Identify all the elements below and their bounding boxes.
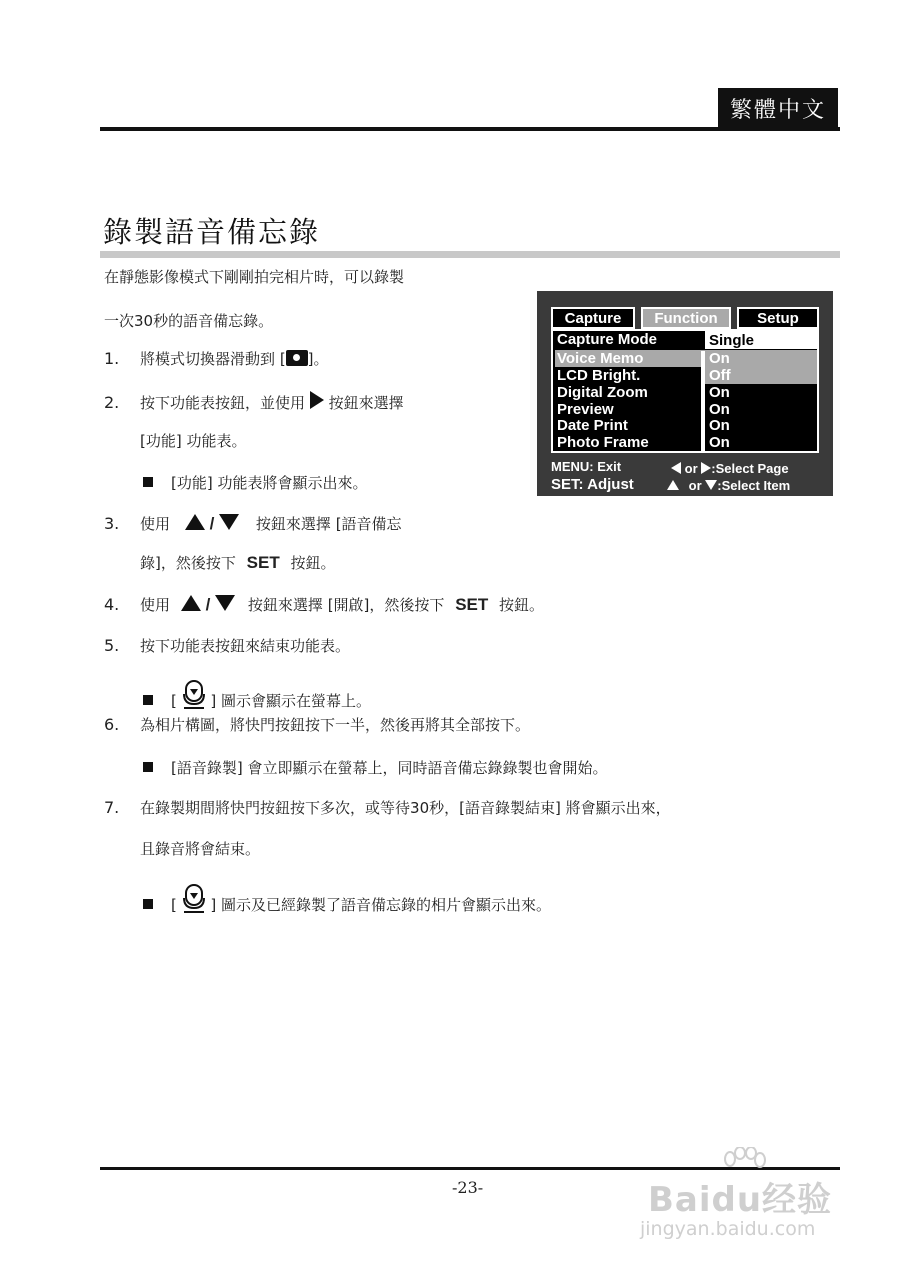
left-arrow-icon	[671, 462, 681, 474]
footer-select-page	[671, 461, 789, 476]
menu-item-photo-frame: Photo Frame	[557, 434, 649, 451]
select-item-label: :Select Item	[717, 478, 791, 493]
menu-item-digital-zoom: Digital Zoom	[557, 384, 648, 401]
bullet-text: ] 圖示會顯示在螢幕上。	[210, 692, 372, 710]
down-arrow-icon	[219, 514, 239, 530]
bullet-icon	[143, 762, 153, 772]
menu-value-on: On	[709, 401, 730, 418]
bullet-text: [語音錄製] 會立即顯示在螢幕上，同時語音備忘錄錄製也會開始。	[171, 759, 608, 777]
up-arrow-icon	[181, 595, 201, 611]
slash: /	[209, 514, 215, 533]
bullet-icon	[143, 695, 153, 705]
bullet-text: ] 圖示及已經錄製了語音備忘錄的相片會顯示出來。	[210, 896, 552, 914]
footer-menu-exit: MENU: Exit	[551, 459, 622, 474]
step-text: ]。	[307, 350, 329, 368]
step-number: 5.	[104, 636, 120, 655]
menu-value-on: On	[709, 434, 730, 451]
tab-function: Function	[641, 307, 731, 329]
bullet-memo-photo-shown	[143, 884, 551, 916]
step-3	[104, 513, 402, 535]
bracket: [	[171, 896, 177, 914]
step-number: 6.	[104, 715, 120, 734]
bullet-memo-icon-shown	[143, 680, 371, 712]
step-text: 按下功能表按鈕來結束功能表。	[140, 637, 351, 655]
menu-tabs	[551, 307, 819, 329]
step-1	[104, 348, 329, 370]
step-number: 2.	[104, 393, 120, 412]
right-arrow-icon	[310, 391, 324, 409]
step-6	[104, 714, 530, 736]
bullet-text: [功能] 功能表將會顯示出來。	[171, 474, 368, 492]
watermark-url: jingyan.baidu.com	[640, 1218, 816, 1240]
or-label: or	[688, 478, 702, 493]
watermark-brand: Baidu经验	[648, 1180, 833, 1220]
menu-item-lcd-bright: LCD Bright.	[557, 367, 641, 384]
step-text: 將模式切換器滑動到 [	[140, 350, 286, 368]
menu-item-date-print: Date Print	[557, 417, 628, 434]
bullet-icon	[143, 899, 153, 909]
camera-menu-screenshot	[537, 291, 833, 496]
step-text: 使用	[140, 596, 171, 614]
step-number: 3.	[104, 514, 120, 533]
bullet-function-menu	[143, 472, 367, 494]
step-7	[104, 797, 671, 819]
menu-item-voice-memo: Voice Memo	[557, 350, 644, 367]
down-arrow-icon	[215, 595, 235, 611]
menu-value-off: Off	[709, 367, 731, 384]
step-text: 按下功能表按鈕，並使用	[140, 394, 306, 412]
step-text: 按鈕來選擇 [語音備忘	[255, 515, 402, 533]
camera-icon	[286, 350, 308, 366]
up-arrow-icon	[185, 514, 205, 530]
step-number: 4.	[104, 595, 120, 614]
section-title: 錄製語音備忘錄	[103, 215, 321, 249]
select-page-label: :Select Page	[711, 461, 789, 476]
step-2	[104, 391, 404, 414]
tab-setup: Setup	[737, 307, 819, 329]
step-4	[104, 594, 544, 616]
or-label: or	[684, 461, 698, 476]
step-3-cont	[140, 552, 336, 574]
footer-set-adjust: SET: Adjust	[551, 476, 634, 493]
header-rule	[100, 127, 840, 131]
value-divider	[701, 351, 705, 451]
title-rule	[100, 251, 840, 258]
step-5	[104, 635, 350, 657]
tab-capture: Capture	[551, 307, 635, 329]
bracket: [	[171, 692, 177, 710]
down-arrow-icon	[705, 480, 717, 490]
step-number: 7.	[104, 798, 120, 817]
page-number: -23-	[452, 1178, 484, 1197]
bullet-recording	[143, 757, 607, 779]
menu-value-on: On	[709, 384, 730, 401]
step-text: 按鈕。	[499, 596, 545, 614]
step-text: 在錄製期間將快門按鈕按下多次，或等待30秒，[語音錄製結束] 將會顯示出來，	[140, 799, 671, 817]
right-arrow-icon	[701, 462, 711, 474]
bullet-icon	[143, 477, 153, 487]
up-arrow-icon	[667, 480, 679, 490]
voice-memo-icon	[182, 884, 206, 914]
step-text: 按鈕。	[290, 554, 336, 572]
step-text: 按鈕來選擇 [開啟]，然後按下	[247, 596, 445, 614]
intro-line-2: 一次30秒的語音備忘錄。	[104, 312, 274, 330]
set-label: SET	[246, 553, 280, 572]
step-text: 錄]，然後按下	[140, 554, 236, 572]
slash: /	[205, 595, 211, 614]
step-text: 為相片構圖，將快門按鈕按下一半，然後再將其全部按下。	[140, 716, 531, 734]
footer-select-item	[667, 478, 790, 493]
menu-panel	[551, 329, 819, 453]
step-text: 使用	[140, 515, 171, 533]
menu-item-preview: Preview	[557, 401, 614, 418]
intro-line-1: 在靜態影像模式下剛剛拍完相片時，可以錄製	[104, 268, 405, 286]
menu-item-capture-mode: Capture Mode	[557, 331, 658, 348]
set-label: SET	[455, 595, 489, 614]
step-2-cont: [功能] 功能表。	[140, 432, 247, 450]
voice-memo-icon	[182, 680, 206, 710]
step-7-cont: 且錄音將會結束。	[140, 840, 261, 858]
menu-value-on: On	[709, 350, 730, 367]
language-tab: 繁體中文	[718, 88, 838, 128]
step-number: 1.	[104, 349, 120, 368]
step-text: 按鈕來選擇	[328, 394, 404, 412]
menu-value-single: Single	[709, 332, 755, 349]
menu-value-on: On	[709, 417, 730, 434]
